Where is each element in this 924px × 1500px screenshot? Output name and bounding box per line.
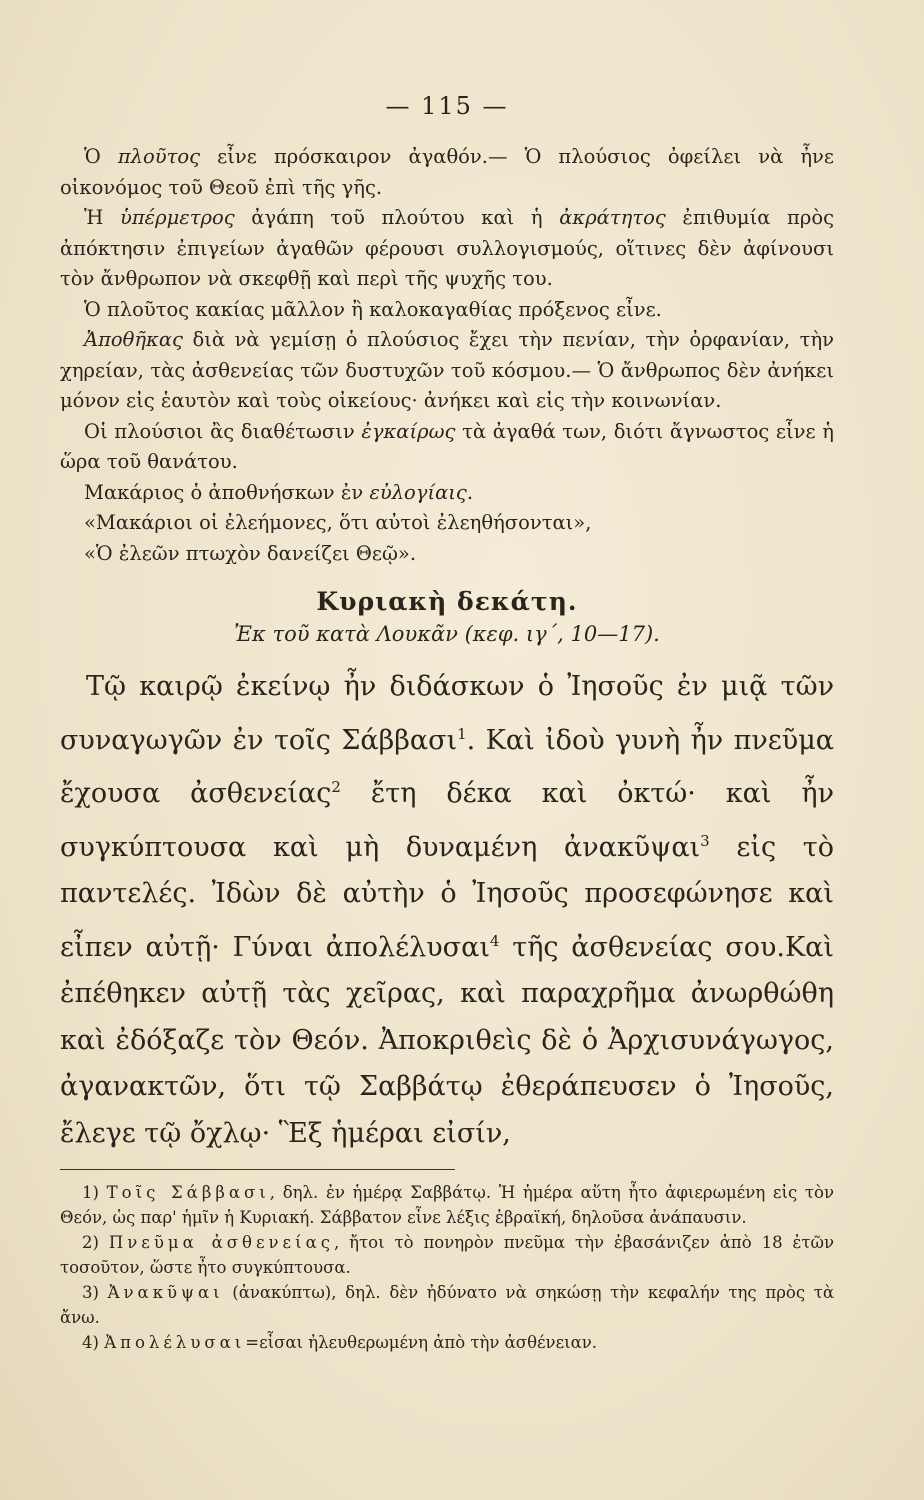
upper-text [60, 142, 834, 569]
paragraph-timely: Οἱ πλούσιοι ἂς διαθέτωσιν ἐγκαίρως τὰ ἀγαθά των, διότι ἄγνωστος εἶνε ἡ ὥρα τοῦ θανάτου. [60, 419, 834, 473]
section-title: Κυριακὴ δεκάτη. [316, 587, 578, 616]
footnotes [60, 1180, 834, 1355]
paragraph-love-of-wealth: Ἡ ὑπέρμετρος ἀγάπη τοῦ πλούτου καὶ ἡ ἀκράτητος ἐπιθυμία πρὸς ἀπόκτησιν ἐπιγείων ἀγαθῶν φέρουσι συλλογισμούς, οἵτινες δὲν ἀφίνουσι τὸν ἄνθρωπον νὰ σκεφθῇ καὶ περὶ τῆς ψυχῆς του. [60, 206, 834, 290]
footnote-divider [60, 1169, 455, 1170]
footnote-1: 1) Τοῖς Σάββασι, δηλ. ἐν ἡμέρᾳ Σαββάτῳ. Ἡ ἡμέρα αὕτη ἦτο ἀφιερωμένη εἰς τὸν Θεόν, ὡς παρ' ἡμῖν ἡ Κυριακή. Σάββατον εἶνε λέξις ἑβραϊκή, δηλοῦσα ἀνάπαυσιν. [60, 1183, 834, 1227]
paragraph-wealth: Ὁ πλοῦτος εἶνε πρόσκαιρον ἀγαθόν.— Ὁ πλούσιος ὀφείλει νὰ ἦνε οἰκονόμος τοῦ Θεοῦ ἐπὶ τῆς γῆς. [60, 145, 834, 199]
footnote-3: 3) Ἀνακῦψαι (ἀνακύπτω), δηλ. δὲν ἠδύνατο νὰ σηκώσῃ τὴν κεφαλήν της πρὸς τὰ ἄνω. [60, 1283, 834, 1327]
paragraph-storehouses: Ἀποθῆκας διὰ νὰ γεμίσῃ ὁ πλούσιος ἔχει τὴν πενίαν, τὴν ὀρφανίαν, τὴν χηρείαν, τὰς ἀσθενείας τῶν δυστυχῶν τοῦ κόσμου.— Ὁ ἄνθρωπος δὲν ἀνήκει μόνον εἰς ἑαυτὸν καὶ τοὺς οἰκείους· ἀνήκει καὶ εἰς τὴν κοινωνίαν. [60, 328, 834, 412]
footnote-4: 4) Ἀπολέλυσαι=εἶσαι ἠλευθερωμένη ἀπὸ τὴν ἀσθένειαν. [82, 1333, 598, 1352]
section-reference: Ἐκ τοῦ κατὰ Λουκᾶν (κεφ. ιγ΄, 10—17). [234, 622, 660, 646]
page-number: — 115 — [385, 92, 509, 120]
footnote-ref-2: 2 [331, 778, 341, 796]
paragraph-blessed-dying: Μακάριος ὁ ἀποθνήσκων ἐν εὐλογίαις. [84, 480, 474, 504]
paragraph-vice: Ὁ πλοῦτος κακίας μᾶλλον ἢ καλοκαγαθίας πρόξενος εἶνε. [84, 297, 662, 321]
quote-lends-to-god: «Ὁ ἐλεῶν πτωχὸν δανείζει Θεῷ». [84, 541, 417, 565]
footnote-2: 2) Πνεῦμα ἀσθενείας, ἤτοι τὸ πονηρὸν πνεῦμα τὴν ἐβασάνιζεν ἀπὸ 18 ἐτῶν τοσοῦτον, ὥστε ἦτο συγκύπτουσα. [60, 1233, 834, 1277]
footnote-ref-4: 4 [489, 931, 500, 950]
footnote-ref-1: 1 [457, 724, 467, 743]
gospel-text: Τῷ καιρῷ ἐκείνῳ ἦν διδάσκων ὁ Ἰησοῦς ἐν μιᾷ τῶν συναγωγῶν ἐν τοῖς Σάββασι$^1$. Καὶ ἰδοὺ γυνὴ ἦν πνεῦμα ἔχουσα ἀσθενείας$^2$ ἔτη δέκα καὶ ὀκτώ· καὶ ἦν συγκύπτουσα καὶ μὴ δυναμένη ἀνακῦψαι$^3$ εἰς τὸ παντελές. Ἰδὼν δὲ αὐτὴν ὁ Ἰησοῦς προσεφώνησε καὶ εἶπεν αὐτῇ· Γύναι ἀπολέλυσαι$^4$ τῆς ἀσθενείας σου.Καὶ ἐπέθηκεν αὐτῇ τὰς χεῖρας, καὶ παραχρῆμα ἀνωρθώθη καὶ ἐδόξαζε τὸν Θεόν. Ἀποκριθεὶς δὲ ὁ Ἀρχισυνάγωγος, ἀγανακτῶν, ὅτι τῷ Σαββάτῳ ἐθεράπευσεν ὁ Ἰησοῦς, ἔλεγε τῷ ὄχλῳ· Ἓξ ἡμέραι εἰσίν, [60, 671, 835, 1149]
footnote-ref-3: 3 [700, 831, 710, 850]
quote-merciful: «Μακάριοι οἱ ἐλεήμονες, ὅτι αὐτοὶ ἐλεηθήσονται», [84, 511, 592, 534]
